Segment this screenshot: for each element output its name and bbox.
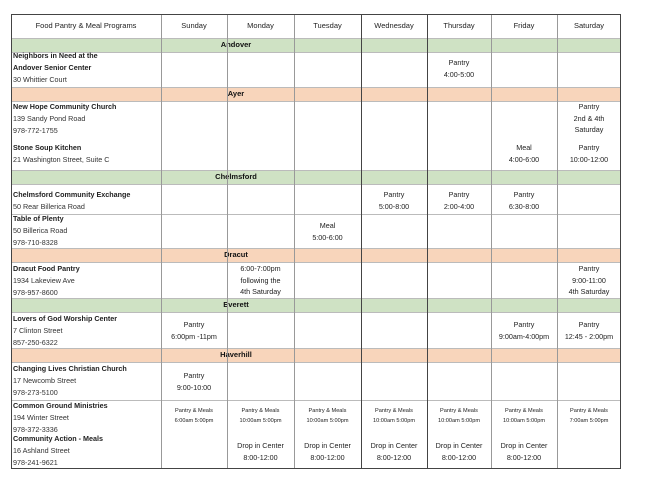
schedule-cell: Pantry 2nd & 4th Saturday	[573, 102, 605, 134]
schedule-cell: Pantry 9:00am-4:00pm	[498, 320, 550, 341]
schedule-cell: Pantry 6:00pm -11pm	[171, 320, 217, 341]
program-common-ground: Common Ground Ministries 194 Winter Street 978-372-3336	[13, 401, 108, 434]
schedule-cell: Drop in Center 8:00-12:00	[435, 441, 483, 462]
schedule-cell: Pantry 4:00-5:00	[443, 58, 475, 79]
schedule-table	[11, 14, 621, 469]
header-saturday: Saturday	[573, 21, 605, 30]
schedule-cell: Meal 4:00-6:00	[508, 143, 540, 164]
schedule-cell: Drop in Center 8:00-12:00	[304, 441, 351, 462]
schedule-cell: Pantry 5:00-8:00	[378, 190, 410, 211]
schedule-cell: Pantry 2:00-4:00	[443, 190, 475, 211]
header-tuesday: Tuesday	[313, 21, 342, 30]
header-monday: Monday	[247, 21, 274, 30]
section-dracut: Dracut	[11, 248, 621, 262]
program-stone-soup: Stone Soup Kitchen 21 Washington Street, Suite C	[13, 143, 110, 164]
section-ayer: Ayer	[11, 87, 621, 101]
schedule-cell: Pantry & Meals 6:00am 5:00pm	[174, 408, 214, 424]
schedule-cell: Meal 5:00-6:00	[312, 221, 343, 242]
program-changing-lives: Changing Lives Christian Church 17 Newcomb Street 978-273-5100	[13, 364, 127, 397]
schedule-cell: Pantry 12:45 - 2:00pm	[564, 320, 614, 341]
program-neighbors-in-need: Neighbors in Need at the Andover Senior Center 30 Whittier Court	[13, 51, 98, 84]
program-dracut-food-pantry: Dracut Food Pantry 1934 Lakeview Ave 978-957-8600	[13, 264, 80, 297]
schedule-cell: Pantry 6:30-8:00	[508, 190, 540, 211]
schedule-cell: Drop in Center 8:00-12:00	[237, 441, 284, 462]
program-table-of-plenty: Table of Plenty 50 Billerica Road 978-710-8328	[13, 214, 68, 247]
schedule-cell: Drop in Center 8:00-12:00	[500, 441, 548, 462]
schedule-cell: Pantry & Meals 10:00am 5:00pm	[239, 408, 282, 424]
section-haverhill: Haverhill	[11, 348, 621, 362]
header-program-column: Food Pantry & Meal Programs	[35, 21, 137, 30]
schedule-cell: Drop in Center 8:00-12:00	[370, 441, 418, 462]
program-community-action: Community Action - Meals 16 Ashland Street 978-241-9621	[13, 434, 103, 467]
schedule-cell: Pantry & Meals 10:00am 5:00pm	[503, 408, 545, 424]
section-everett: Everett	[11, 298, 621, 312]
schedule-cell: Pantry 9:00-10:00	[176, 371, 212, 392]
section-andover: Andover	[11, 38, 621, 52]
program-chelmsford-exchange: Chelmsford Community Exchange 50 Rear Billerica Road	[13, 190, 131, 211]
schedule-cell: Pantry & Meals 10:00am 5:00pm	[438, 408, 480, 424]
schedule-cell: Pantry & Meals 10:00am 5:00pm	[373, 408, 415, 424]
program-lovers-of-god: Lovers of God Worship Center 7 Clinton Street 857-250-6322	[13, 314, 118, 347]
schedule-cell: Pantry 9:00-11:00 4th Saturday	[568, 264, 610, 296]
schedule-cell: Pantry & Meals 7:00am 5:00pm	[569, 408, 609, 424]
header-friday: Friday	[513, 21, 535, 30]
schedule-cell: Pantry 10:00-12:00	[569, 143, 609, 164]
schedule-cell: 6:00-7:00pm following the 4th Saturday	[240, 264, 281, 296]
header-thursday: Thursday	[443, 21, 475, 30]
section-chelmsford: Chelmsford	[11, 170, 621, 184]
program-new-hope: New Hope Community Church 139 Sandy Pond Road 978-772-1755	[13, 102, 117, 135]
schedule-cell: Pantry & Meals 10:00am 5:00pm	[306, 408, 349, 424]
header-sunday: Sunday	[181, 21, 207, 30]
header-wednesday: Wednesday	[374, 21, 414, 30]
